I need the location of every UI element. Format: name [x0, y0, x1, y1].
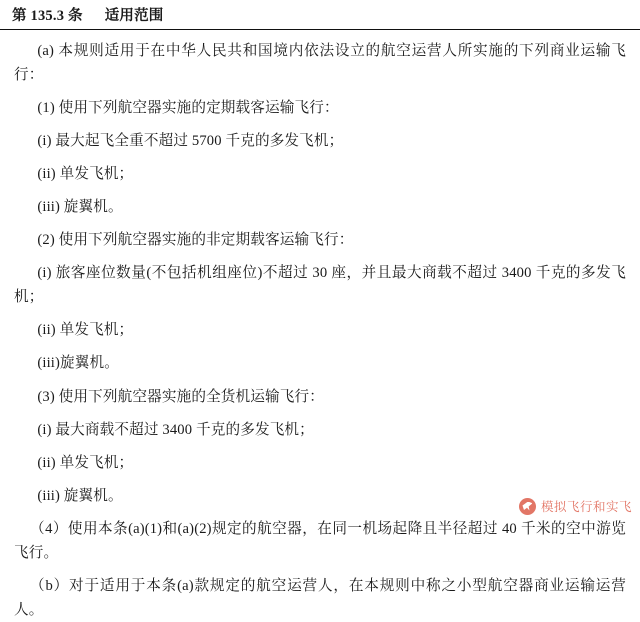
paragraph: (3) 使用下列航空器实施的全货机运输飞行：	[37, 388, 325, 405]
paragraph: (i) 最大起飞全重不超过 5700 千克的多发飞机；	[37, 132, 344, 149]
section-header	[0, 0, 640, 30]
paragraph: (i) 最大商载不超过 3400 千克的多发飞机；	[37, 421, 314, 438]
paragraph: （4）使用本条(a)(1)和(a)(2)规定的航空器，在同一机场起降且半径超过 40 千米的空中游览飞行。	[14, 521, 626, 561]
paragraph: (a) 本规则适用于在中华人民共和国境内依法设立的航空运营人所实施的下列商业运输飞行：	[14, 43, 626, 83]
paragraph: (i) 旅客座位数量(不包括机组座位)不超过 30 座，并且最大商载不超过 3400 千克的多发飞机；	[14, 265, 626, 306]
paragraph: (ii) 单发飞机；	[37, 322, 134, 339]
section-title: 适用范围	[104, 8, 164, 24]
section-number: 第 135.3 条	[12, 8, 83, 24]
paragraph: （b）对于适用于本条(a)款规定的航空运营人，在本规则中称之小型航空器商业运输运营人。	[14, 577, 626, 618]
paragraph: (1) 使用下列航空器实施的定期载客运输飞行：	[37, 99, 339, 116]
paragraph: (iii)旋翼机。	[37, 355, 119, 372]
watermark	[519, 497, 632, 515]
red-circle-star-badge-icon	[519, 498, 536, 515]
paragraph: (iii) 旋翼机。	[37, 199, 123, 216]
paragraph: (iii) 旋翼机。	[37, 487, 123, 504]
watermark-text: 模拟飞行和实飞	[540, 500, 632, 514]
document-body	[0, 30, 640, 622]
paragraph: (2) 使用下列航空器实施的非定期载客运输飞行：	[37, 232, 354, 249]
paragraph: (ii) 单发飞机；	[37, 454, 134, 471]
paragraph: (ii) 单发飞机；	[37, 166, 134, 183]
